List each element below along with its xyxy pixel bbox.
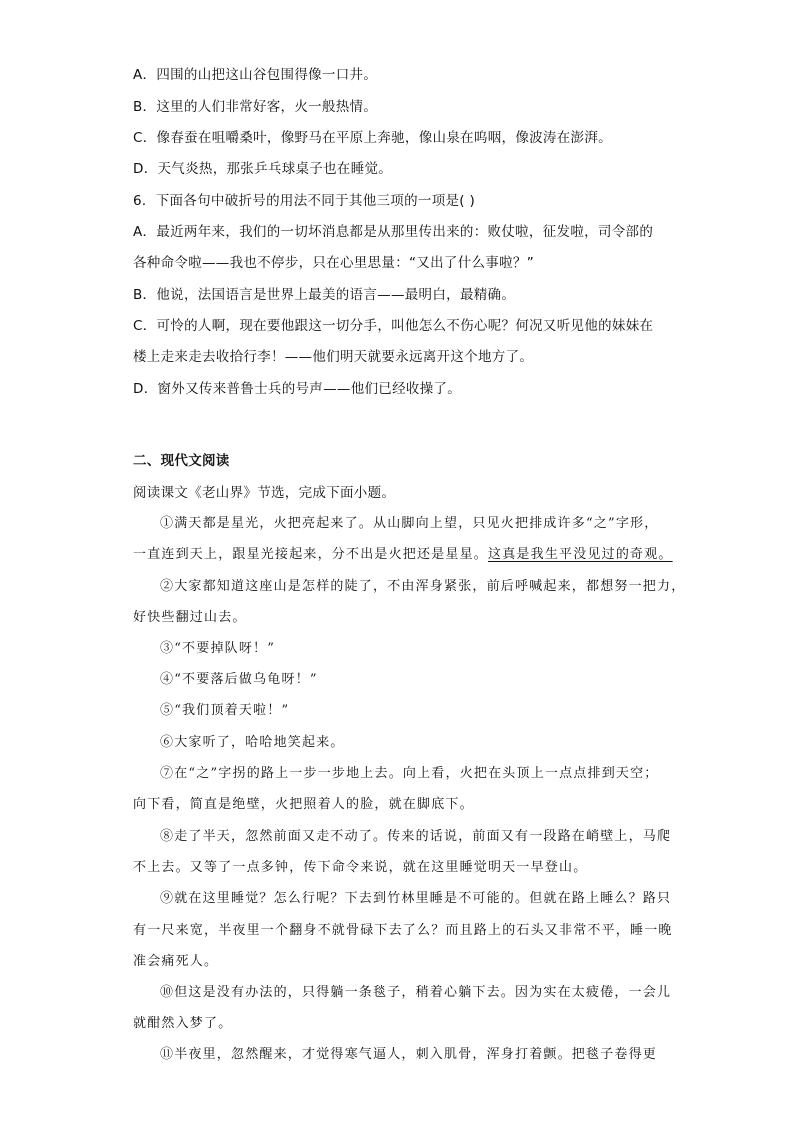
passage-p9-line1: ⑨就在这里睡觉？怎么行呢？下去到竹林里睡是不可能的。但就在路上睡么？路只	[160, 891, 672, 906]
passage-p5: ⑤“我们顶着天啦！”	[160, 703, 290, 718]
q6-option-c-line2: 楼上走来走去收拾行李！——他们明天就要永远离开这个地方了。	[133, 349, 534, 365]
passage-p6: ⑥大家听了，哈哈地笑起来。	[160, 735, 345, 750]
q5-option-a: A．四围的山把这山谷包围得像一口井。	[133, 67, 378, 83]
passage-p8-line1: ⑧走了半天，忽然前面又走不动了。传来的话说，前面又有一段路在峭壁上，马爬	[160, 829, 672, 844]
passage-p4: ④“不要落后做乌龟呀！”	[160, 672, 318, 687]
passage-p1-line2	[133, 546, 673, 564]
q5-option-b: B．这里的人们非常好客，火一般热情。	[133, 99, 378, 115]
q6-option-b: B．他说，法国语言是世界上最美的语言——最明白，最精确。	[133, 287, 516, 303]
section-intro: 阅读课文《老山界》节选，完成下面小题。	[133, 485, 396, 501]
passage-p10-line2: 就酣然入梦了。	[133, 1016, 233, 1031]
passage-p7-line2: 向下看，简直是绝壁，火把照着人的脸，就在脚底下。	[133, 797, 474, 812]
passage-p11-line1: ⑪半夜里，忽然醒来，才觉得寒气逼人，刺入肌骨，浑身打着颤。把毯子卷得更	[160, 1047, 658, 1062]
q6-option-c-line1: C．可怜的人啊，现在要他跟这一切分手，叫他怎么不伤心呢？何况又听见他的妹妹在	[133, 318, 654, 334]
passage-p1-line1: ①满天都是星光，火把亮起来了。从山脚向上望，只见火把排成许多“之”字形，	[160, 516, 659, 531]
section-heading: 二、现代文阅读	[133, 453, 230, 469]
passage-p10-line1: ⑩但这是没有办法的，只得躺一条毯子，稍着心躺下去。因为实在太疲倦，一会儿	[160, 985, 672, 1000]
passage-p9-line3: 准会痛死人。	[133, 954, 219, 969]
q6-option-a-line1: A．最近两年来，我们的一切坏消息都是从那里传出来的：败仗啦，征发啦，司令部的	[133, 224, 654, 240]
passage-p8-line2: 不上去。又等了一点多钟，传下命令来说，就在这里睡觉明天一早登山。	[133, 860, 588, 875]
passage-p2-line2: 好快些翻过山去。	[133, 610, 247, 625]
passage-p2-line1: ②大家都知道这座山是怎样的陡了，不由浑身紧张，前后呼喊起来，都想努一把力，	[160, 579, 686, 594]
passage-p1-plain: 一直连到天上，跟星光接起来，分不出是火把还是星星。	[133, 547, 489, 562]
q5-option-c: C．像春蚕在咀嚼桑叶，像野马在平原上奔驰，像山泉在呜咽，像波涛在澎湃。	[133, 130, 612, 146]
passage-p3: ③“不要掉队呀！”	[160, 641, 276, 656]
passage-p7-line1: ⑦在“之”字拐的路上一步一步地上去。向上看，火把在头顶上一点点排到天空；	[160, 766, 659, 781]
q5-option-d: D．天气炎热，那张乒乓球桌子也在睡觉。	[133, 161, 393, 177]
q6-option-a-line2: 各种命令啦——我也不停步，只在心里思量：“又出了什么事啦？”	[133, 255, 534, 271]
q6-option-d: D．窗外又传来普鲁士兵的号声——他们已经收操了。	[133, 381, 462, 397]
q6-stem: 6．下面各句中破折号的用法不同于其他三项的一项是( )	[133, 193, 476, 209]
passage-p1-underlined-sentence: 这真是我生平没见过的奇观。	[488, 547, 673, 562]
passage-p9-line2: 有一尺来宽，半夜里一个翻身不就骨碌下去了么？而且路上的石头又非常不平，睡一晚	[133, 923, 673, 938]
